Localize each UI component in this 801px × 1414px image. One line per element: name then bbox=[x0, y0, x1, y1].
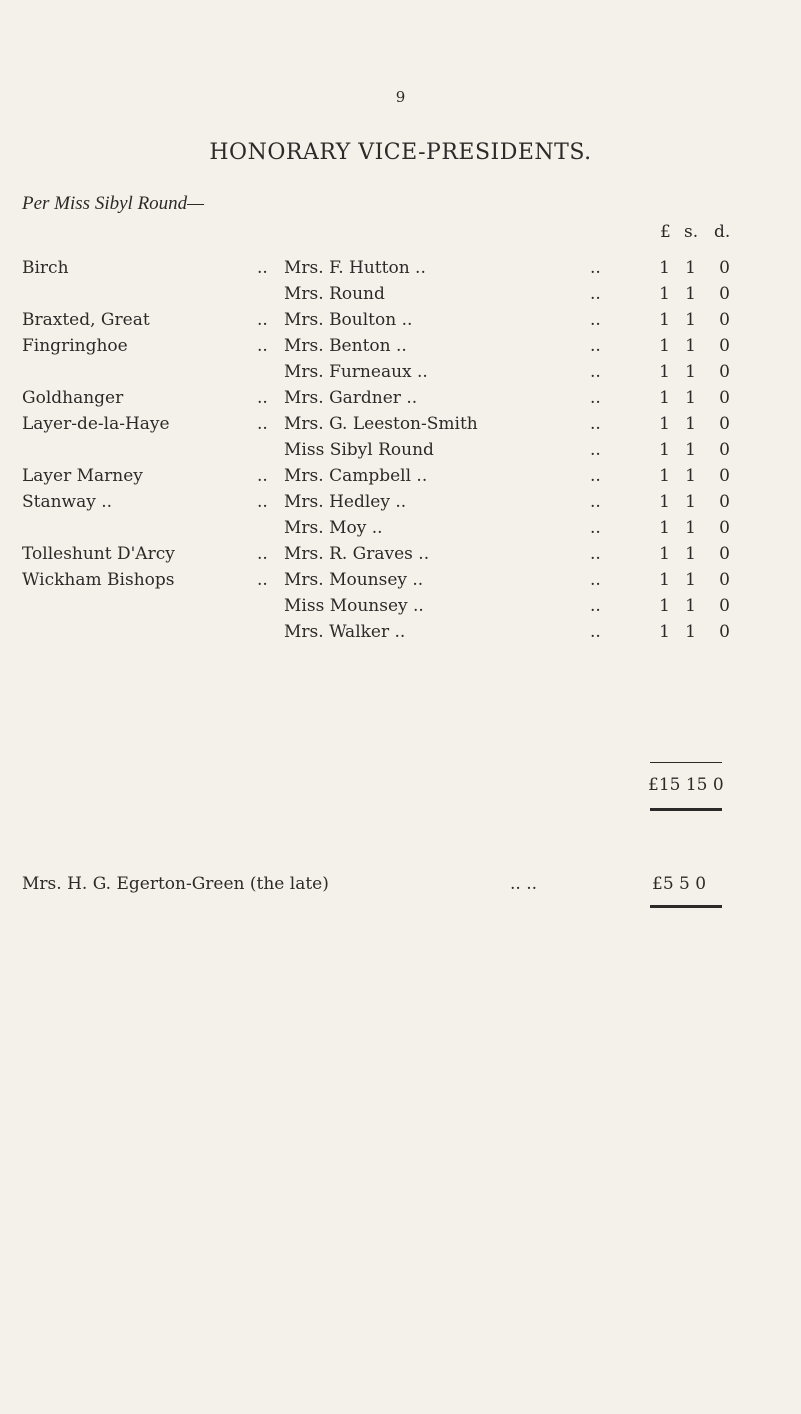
pence-cell: 0 bbox=[719, 336, 730, 356]
leader-dots: .. bbox=[590, 596, 601, 616]
leader-dots: .. bbox=[590, 362, 601, 382]
leader-dots: .. bbox=[590, 440, 601, 460]
table-row bbox=[0, 489, 801, 515]
table-row bbox=[0, 437, 801, 463]
name-cell: Mrs. Walker .. bbox=[284, 622, 406, 642]
name-cell: Mrs. Benton .. bbox=[284, 336, 407, 356]
place-cell: Stanway .. bbox=[22, 492, 113, 512]
entries-list bbox=[0, 255, 801, 645]
egerton-dots: .. .. bbox=[510, 874, 538, 894]
pounds-cell: 1 bbox=[659, 388, 670, 408]
name-cell: Mrs. Gardner .. bbox=[284, 388, 418, 408]
leader-dots: .. bbox=[257, 336, 268, 356]
shillings-cell: 1 bbox=[685, 440, 696, 460]
table-row bbox=[0, 567, 801, 593]
leader-dots: .. bbox=[257, 466, 268, 486]
name-cell: Mrs. F. Hutton .. bbox=[284, 258, 426, 278]
pounds-cell: 1 bbox=[659, 492, 670, 512]
shillings-cell: 1 bbox=[685, 310, 696, 330]
pence-cell: 0 bbox=[719, 466, 730, 486]
leader-dots: .. bbox=[590, 544, 601, 564]
pence-cell: 0 bbox=[719, 440, 730, 460]
pence-cell: 0 bbox=[719, 414, 730, 434]
table-row bbox=[0, 359, 801, 385]
pounds-cell: 1 bbox=[659, 518, 670, 538]
pounds-cell: 1 bbox=[659, 258, 670, 278]
total-amount: £15 15 0 bbox=[648, 775, 724, 795]
leader-dots: .. bbox=[590, 466, 601, 486]
pence-header: d. bbox=[714, 222, 731, 242]
table-row bbox=[0, 255, 801, 281]
name-cell: Miss Mounsey .. bbox=[284, 596, 424, 616]
leader-dots: .. bbox=[257, 258, 268, 278]
pence-cell: 0 bbox=[719, 388, 730, 408]
name-cell: Mrs. Furneaux .. bbox=[284, 362, 428, 382]
pence-cell: 0 bbox=[719, 518, 730, 538]
leader-dots: .. bbox=[257, 492, 268, 512]
shillings-cell: 1 bbox=[685, 544, 696, 564]
name-cell: Mrs. R. Graves .. bbox=[284, 544, 430, 564]
leader-dots: .. bbox=[590, 622, 601, 642]
pounds-cell: 1 bbox=[659, 596, 670, 616]
place-cell: Goldhanger bbox=[22, 388, 124, 408]
leader-dots: .. bbox=[590, 492, 601, 512]
pounds-cell: 1 bbox=[659, 284, 670, 304]
name-cell: Mrs. Mounsey .. bbox=[284, 570, 424, 590]
pounds-cell: 1 bbox=[659, 362, 670, 382]
shillings-cell: 1 bbox=[685, 492, 696, 512]
name-cell: Mrs. G. Leeston-Smith bbox=[284, 414, 478, 434]
pounds-header: £ bbox=[660, 222, 671, 242]
pounds-cell: 1 bbox=[659, 466, 670, 486]
egerton-rule bbox=[650, 905, 722, 908]
shillings-cell: 1 bbox=[685, 622, 696, 642]
shillings-cell: 1 bbox=[685, 336, 696, 356]
name-cell: Mrs. Boulton .. bbox=[284, 310, 413, 330]
pence-cell: 0 bbox=[719, 310, 730, 330]
name-cell: Miss Sibyl Round bbox=[284, 440, 434, 460]
subheading: Per Miss Sibyl Round— bbox=[22, 193, 205, 214]
leader-dots: .. bbox=[590, 258, 601, 278]
leader-dots: .. bbox=[590, 310, 601, 330]
pounds-cell: 1 bbox=[659, 440, 670, 460]
table-row bbox=[0, 333, 801, 359]
table-row bbox=[0, 515, 801, 541]
shillings-cell: 1 bbox=[685, 518, 696, 538]
pounds-cell: 1 bbox=[659, 336, 670, 356]
leader-dots: .. bbox=[257, 414, 268, 434]
leader-dots: .. bbox=[590, 388, 601, 408]
table-row bbox=[0, 307, 801, 333]
pence-cell: 0 bbox=[719, 258, 730, 278]
shillings-cell: 1 bbox=[685, 596, 696, 616]
pence-cell: 0 bbox=[719, 362, 730, 382]
name-cell: Mrs. Moy .. bbox=[284, 518, 383, 538]
leader-dots: .. bbox=[257, 570, 268, 590]
shillings-cell: 1 bbox=[685, 258, 696, 278]
leader-dots: .. bbox=[590, 518, 601, 538]
egerton-name: Mrs. H. G. Egerton-Green (the late) bbox=[22, 874, 329, 894]
page-title: HONORARY VICE-PRESIDENTS. bbox=[209, 140, 592, 165]
table-row bbox=[0, 593, 801, 619]
leader-dots: .. bbox=[257, 544, 268, 564]
name-cell: Mrs. Round bbox=[284, 284, 385, 304]
place-cell: Fingringhoe bbox=[22, 336, 128, 356]
table-row bbox=[0, 385, 801, 411]
egerton-amount: £5 5 0 bbox=[652, 874, 707, 894]
table-row bbox=[0, 463, 801, 489]
place-cell: Birch bbox=[22, 258, 69, 278]
pence-cell: 0 bbox=[719, 492, 730, 512]
leader-dots: .. bbox=[257, 388, 268, 408]
place-cell: Layer-de-la-Haye bbox=[22, 414, 170, 434]
shillings-header: s. bbox=[684, 222, 699, 242]
pounds-cell: 1 bbox=[659, 544, 670, 564]
name-cell: Mrs. Campbell .. bbox=[284, 466, 428, 486]
shillings-cell: 1 bbox=[685, 362, 696, 382]
leader-dots: .. bbox=[590, 336, 601, 356]
pence-cell: 0 bbox=[719, 622, 730, 642]
pence-cell: 0 bbox=[719, 544, 730, 564]
table-row bbox=[0, 281, 801, 307]
page-number: 9 bbox=[395, 88, 406, 106]
pounds-cell: 1 bbox=[659, 414, 670, 434]
table-row bbox=[0, 619, 801, 645]
table-row bbox=[0, 411, 801, 437]
place-cell: Layer Marney bbox=[22, 466, 143, 486]
total-rule-top bbox=[650, 762, 722, 763]
table-row bbox=[0, 541, 801, 567]
leader-dots: .. bbox=[257, 310, 268, 330]
pence-cell: 0 bbox=[719, 284, 730, 304]
shillings-cell: 1 bbox=[685, 414, 696, 434]
shillings-cell: 1 bbox=[685, 388, 696, 408]
shillings-cell: 1 bbox=[685, 570, 696, 590]
pence-cell: 0 bbox=[719, 570, 730, 590]
leader-dots: .. bbox=[590, 570, 601, 590]
shillings-cell: 1 bbox=[685, 284, 696, 304]
leader-dots: .. bbox=[590, 414, 601, 434]
pounds-cell: 1 bbox=[659, 570, 670, 590]
total-rule-bottom bbox=[650, 808, 722, 811]
place-cell: Braxted, Great bbox=[22, 310, 150, 330]
place-cell: Tolleshunt D'Arcy bbox=[22, 544, 175, 564]
place-cell: Wickham Bishops bbox=[22, 570, 175, 590]
shillings-cell: 1 bbox=[685, 466, 696, 486]
pounds-cell: 1 bbox=[659, 622, 670, 642]
name-cell: Mrs. Hedley .. bbox=[284, 492, 407, 512]
pence-cell: 0 bbox=[719, 596, 730, 616]
leader-dots: .. bbox=[590, 284, 601, 304]
pounds-cell: 1 bbox=[659, 310, 670, 330]
